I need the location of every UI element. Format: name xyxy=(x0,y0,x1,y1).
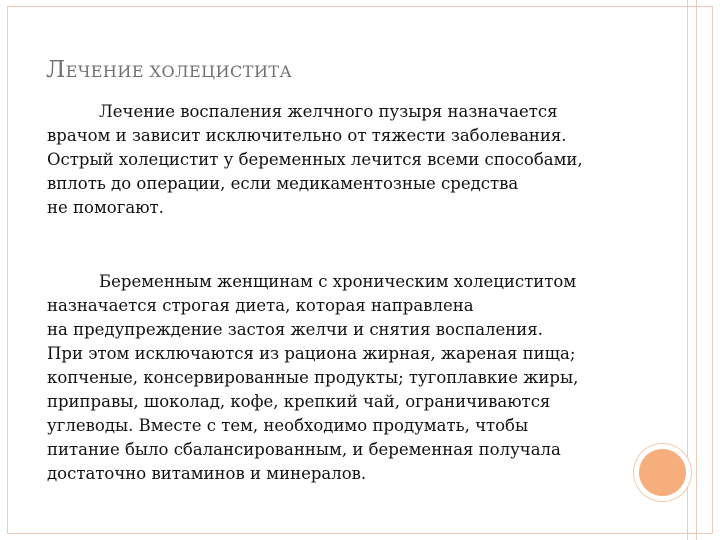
paragraph-line: на предупреждение застоя желчи и снятия воспаления. xyxy=(47,320,543,339)
paragraph-line: достаточно витаминов и минералов. xyxy=(47,464,367,483)
decorative-circle xyxy=(639,449,686,496)
paragraph-line: Острый холецистит у беременных лечится всеми способами, xyxy=(47,150,583,169)
paragraph-line: Лечение воспаления желчного пузыря назначается xyxy=(99,102,558,121)
paragraph-line: назначается строгая диета, которая направлена xyxy=(47,296,474,315)
paragraph-line: врачом и зависит исключительно от тяжести заболевания. xyxy=(47,126,567,145)
paragraph-1 xyxy=(47,100,697,220)
slide-body xyxy=(47,100,697,486)
title-first-letter: Л xyxy=(46,57,66,83)
paragraph-line: питание было сбалансированным, и беременная получала xyxy=(47,440,561,459)
paragraph-line: Беременным женщинам с хроническим холециститом xyxy=(99,272,577,291)
paragraph-line: не помогают. xyxy=(47,198,164,217)
paragraph-2 xyxy=(47,270,697,486)
paragraph-line: При этом исключаются из рациона жирная, жареная пища; xyxy=(47,344,576,363)
title-rest: ЕЧЕНИЕ ХОЛЕЦИСТИТА xyxy=(65,62,293,81)
paragraph-line: копченые, консервированные продукты; тугоплавкие жиры, xyxy=(47,368,579,387)
paragraph-gap xyxy=(47,220,697,270)
paragraph-line: вплоть до операции, если медикаментозные средства xyxy=(47,174,519,193)
paragraph-line: приправы, шоколад, кофе, крепкий чай, ограничиваются xyxy=(47,392,551,411)
paragraph-line: углеводы. Вместе с тем, необходимо продумать, чтобы xyxy=(47,416,529,435)
slide-title xyxy=(46,57,292,83)
